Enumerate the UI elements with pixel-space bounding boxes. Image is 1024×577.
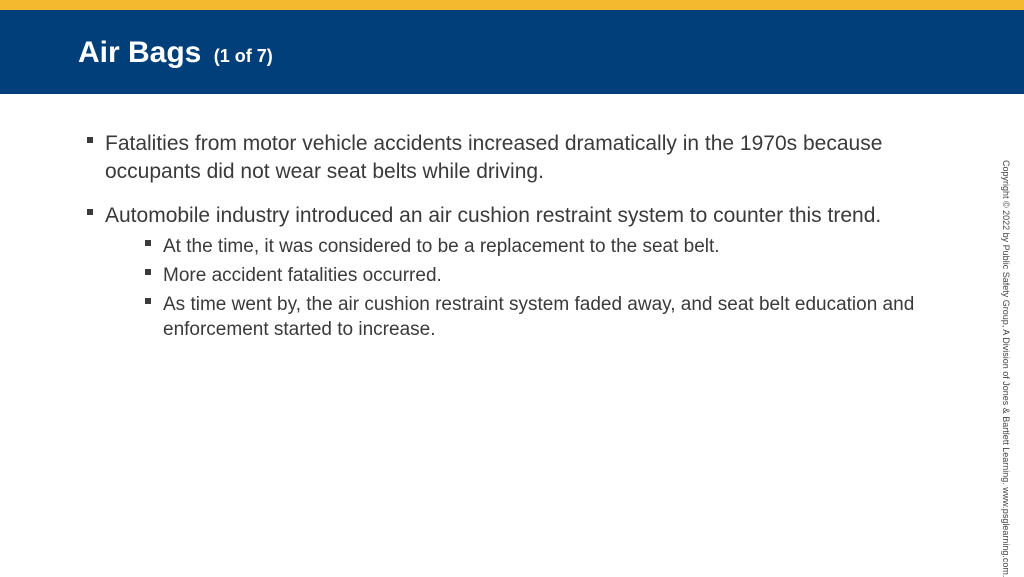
sub-bullet-item: [144, 263, 916, 288]
sub-bullet-text: More accident fatalities occurred.: [163, 265, 442, 286]
sub-bullet-text: As time went by, the air cushion restraint system faded away, and seat belt education and enforcement started to increase.: [163, 294, 915, 340]
bullet-item: [86, 130, 916, 186]
accent-bar: [0, 0, 1024, 10]
sub-bullet-item: [144, 234, 916, 259]
bullet-text: Automobile industry introduced an air cushion restraint system to counter this trend.: [105, 204, 882, 227]
slide-title: [78, 34, 273, 75]
sub-bullet-text: At the time, it was considered to be a replacement to the seat belt.: [163, 236, 720, 257]
sub-bullet-list: [105, 234, 916, 342]
square-bullet-icon: [87, 137, 93, 143]
bullet-text: Fatalities from motor vehicle accidents increased dramatically in the 1970s because occupants did not wear seat belts while driving.: [105, 132, 883, 183]
sub-bullet-item: [144, 292, 916, 342]
square-bullet-icon: [145, 269, 151, 275]
square-bullet-icon: [87, 209, 93, 215]
square-bullet-icon: [145, 240, 151, 246]
square-bullet-icon: [145, 298, 151, 304]
slide-title-suffix: (1 of 7): [213, 46, 273, 66]
bullet-item: [86, 202, 916, 342]
slide-title-text: Air Bags: [78, 36, 202, 69]
slide-content: [86, 130, 916, 358]
copyright-notice: Copyright © 2022 by Public Safety Group, A Division of Jones & Bartlett Learning. www.psglearning.com.: [1001, 160, 1011, 577]
bullet-list: [86, 130, 916, 342]
title-bar: [0, 10, 1024, 94]
